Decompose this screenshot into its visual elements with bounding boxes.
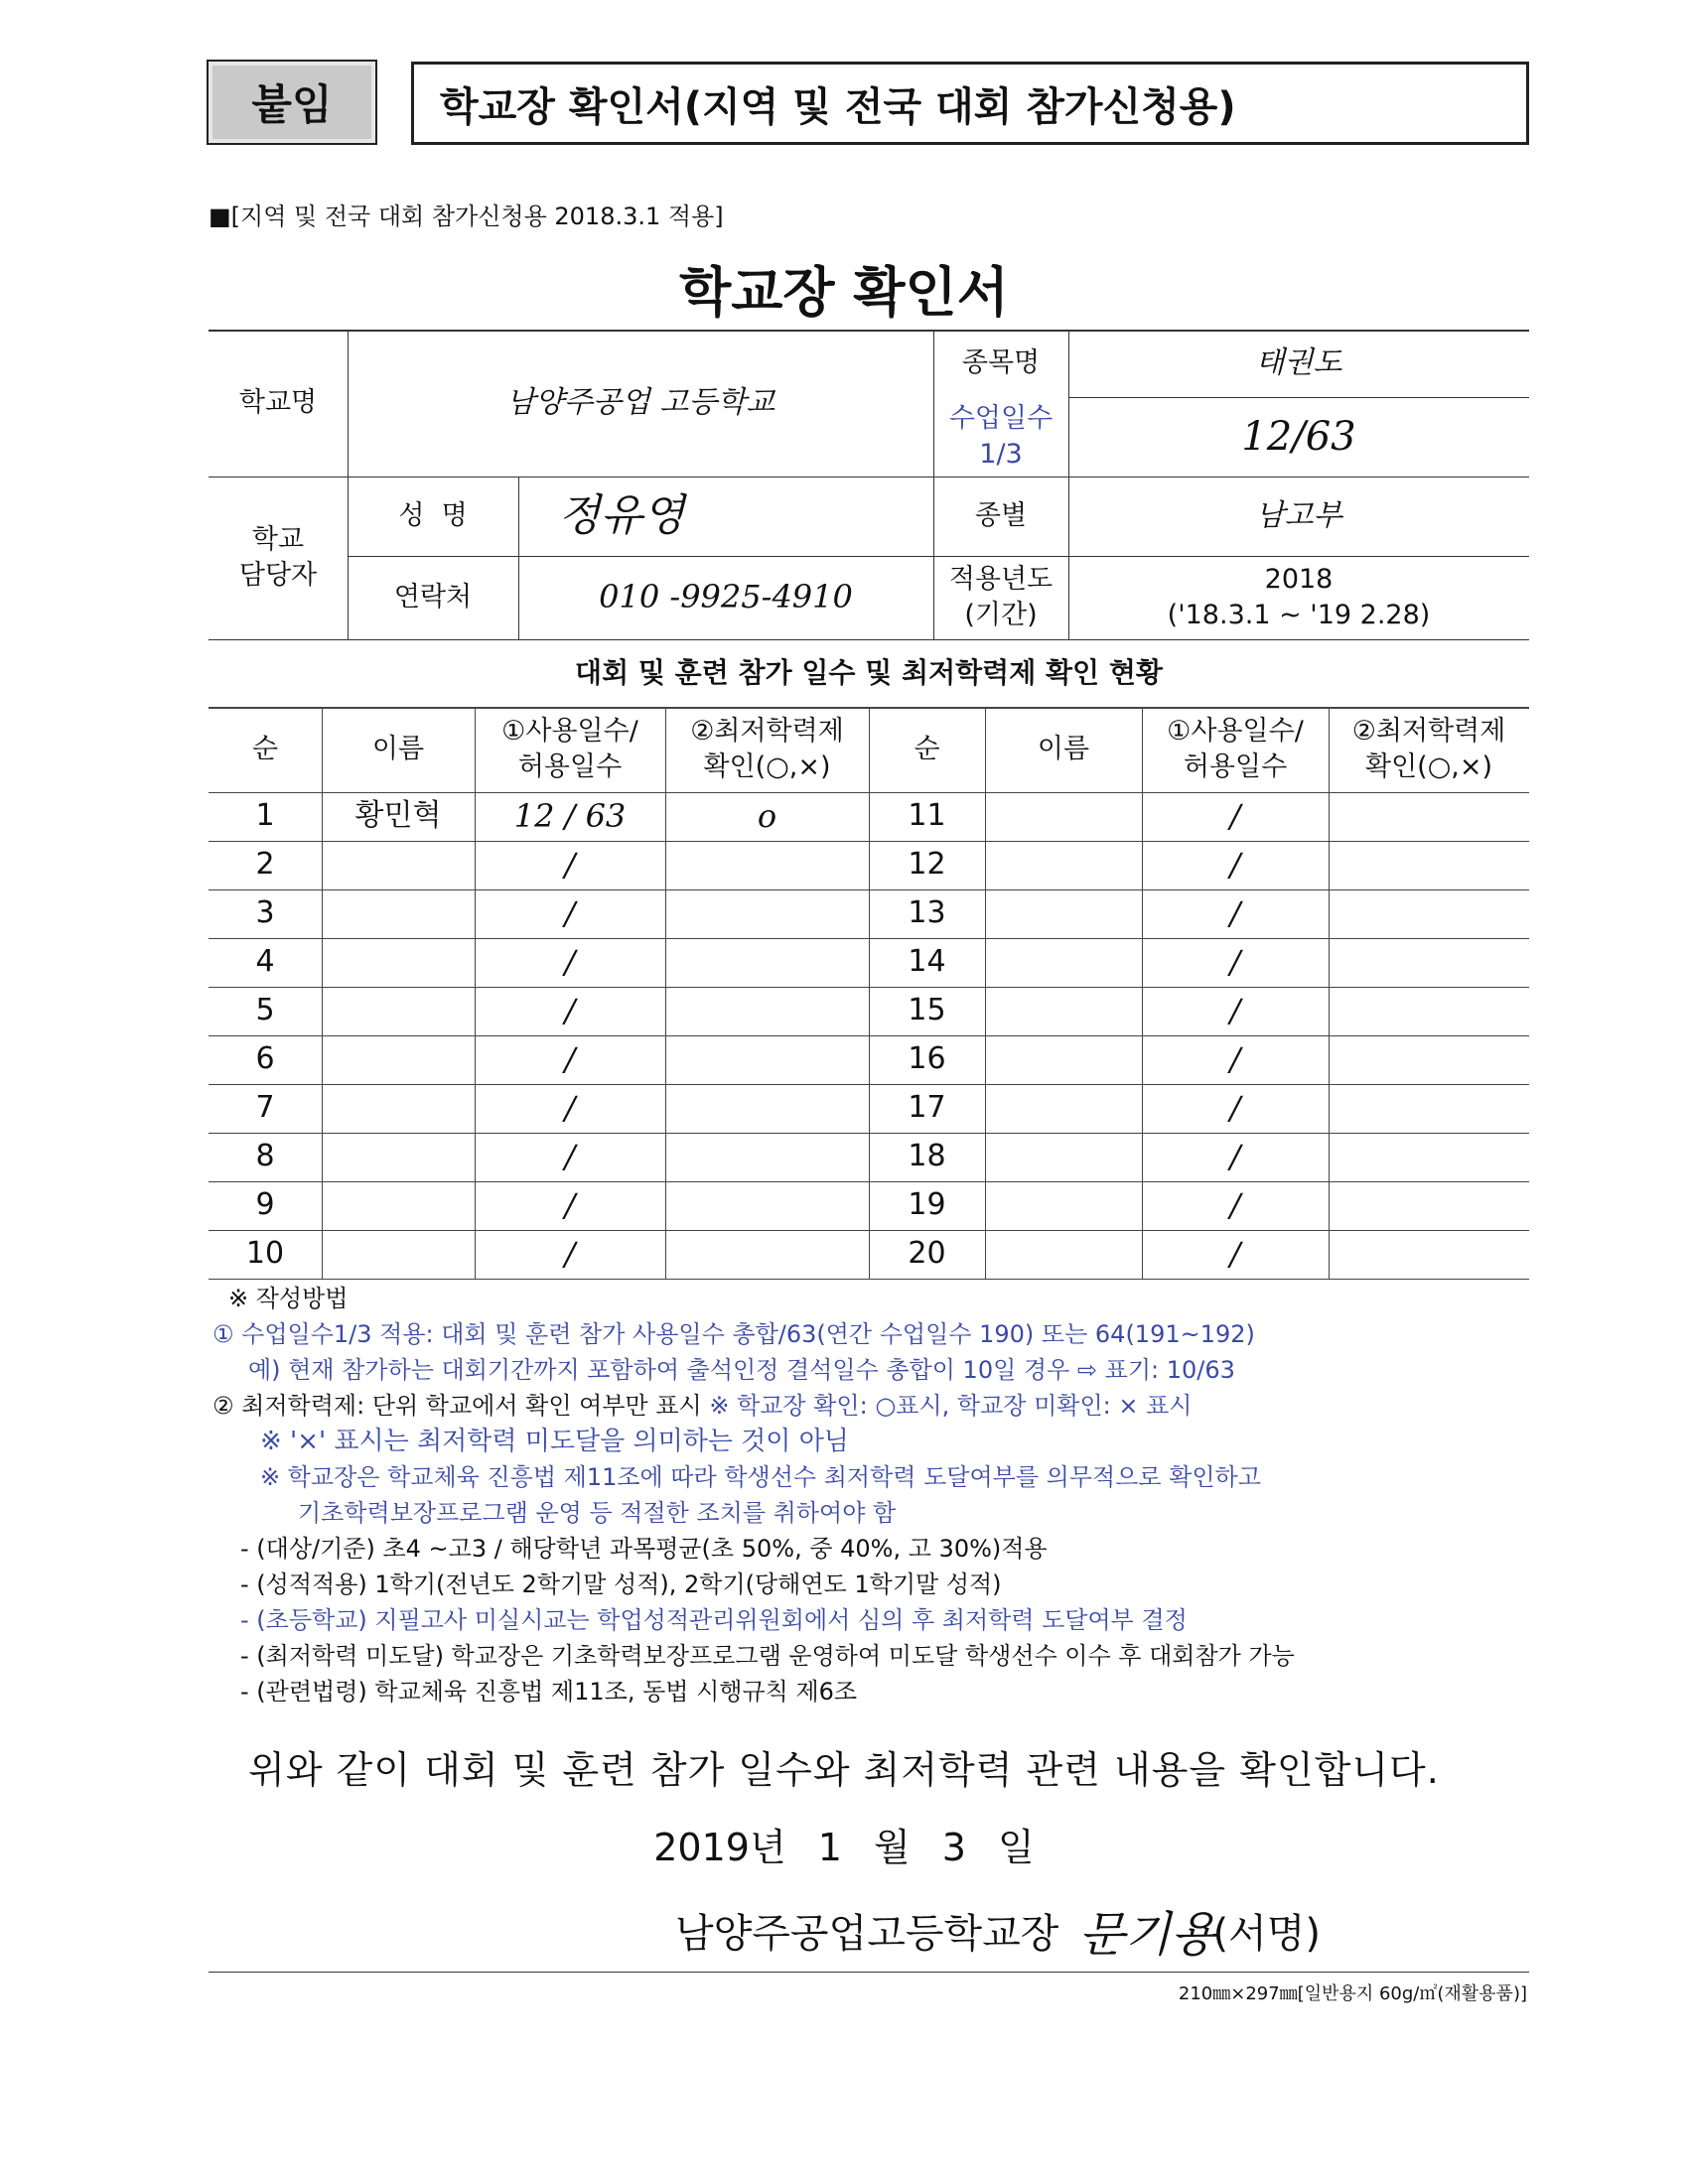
table-cell-check: [1329, 938, 1529, 987]
table-cell-no: 1: [255, 798, 275, 834]
table-cell-days: /: [1229, 942, 1241, 981]
table-cell-name: [322, 987, 475, 1035]
table-cell-check: [1329, 1181, 1529, 1230]
note-2b: ※ 학교장 확인: ○표시, 학교장 미확인: × 표시: [709, 1392, 1193, 1420]
table-cell-check: [665, 987, 869, 1035]
table-cell-days: /: [564, 1039, 576, 1078]
table-cell-check: [665, 889, 869, 938]
main-title: 학교장 확인서: [679, 261, 1009, 324]
table-cell-days: /: [564, 1234, 576, 1273]
issue-date: 2019년 1 월 3 일: [653, 1826, 1035, 1869]
contact-label: 연락처: [393, 581, 473, 613]
table-cell-check: [1329, 1133, 1529, 1181]
table-cell-name: 황민혁: [354, 798, 442, 834]
table-cell-no: 14: [908, 944, 946, 980]
table-cell-name: [985, 938, 1142, 987]
table-cell-no: 11: [908, 798, 946, 834]
document-title: 학교장 확인서(지역 및 전국 대회 참가신청용): [411, 62, 1529, 145]
table-header-name: 이름: [1037, 733, 1090, 764]
table-cell-check: [1329, 1230, 1529, 1279]
contact-value: 010 -9925-4910: [599, 578, 853, 616]
table-cell-name: [322, 1035, 475, 1084]
table-cell-check: [665, 1035, 869, 1084]
signature: 문기용: [1078, 1907, 1217, 1963]
table-cell-no: 17: [908, 1090, 946, 1126]
table-cell-no: 20: [908, 1236, 946, 1272]
table-cell-no: 15: [908, 993, 946, 1028]
table-cell-name: [322, 889, 475, 938]
signature-line: [675, 1896, 1321, 1965]
notes-heading: ※ 작성방법: [228, 1285, 349, 1312]
manager-label: 학교 담당자: [238, 523, 318, 591]
table-cell-name: [322, 1084, 475, 1133]
table-cell-name: [322, 841, 475, 889]
table-cell-no: 18: [908, 1139, 946, 1174]
classdays-value: 12/63: [1241, 414, 1356, 460]
table-cell-no: 5: [255, 993, 275, 1028]
table-cell-check: [1329, 987, 1529, 1035]
table-cell-days: 12 / 63: [513, 796, 627, 835]
table-cell-name: [322, 1133, 475, 1181]
table-cell-name: [985, 987, 1142, 1035]
note-7: - (초등학교) 지필고사 미실시교는 학업성적관리위원회에서 심의 후 최저학력 도달여부 결정: [240, 1606, 1188, 1634]
table-cell-no: 4: [255, 944, 275, 980]
table-cell-no: 3: [255, 895, 275, 931]
table-cell-no: 6: [255, 1041, 275, 1077]
sport-value: 태권도: [1255, 344, 1342, 380]
footer-rule: [209, 1972, 1529, 1973]
name-value: 정유영: [558, 490, 685, 542]
table-cell-check: [1329, 1084, 1529, 1133]
table-cell-check: o: [757, 796, 777, 835]
school-value: 남양주공업 고등학교: [505, 384, 775, 420]
table-header-no: 순: [251, 733, 279, 764]
info-line: [209, 639, 1529, 640]
table-cell-days: /: [1229, 1137, 1241, 1175]
note-5: - (대상/기준) 초4 ~고3 / 해당학년 과목평균(초 50%, 중 40%, 고 30%)적용: [240, 1535, 1048, 1563]
table-cell-days: /: [1229, 991, 1241, 1029]
year-period: ('18.3.1 ~ '19 2.28): [1167, 600, 1431, 630]
note-9: - (관련법령) 학교체육 진흥법 제11조, 동법 시행규칙 제6조: [240, 1678, 858, 1706]
note-4b: 기초학력보장프로그램 운영 등 적절한 조치를 취하여야 함: [298, 1499, 897, 1527]
table-cell-name: [985, 792, 1142, 841]
table-cell-check: [665, 841, 869, 889]
table-cell-name: [985, 889, 1142, 938]
table-cell-check: [665, 1084, 869, 1133]
note-8: - (최저학력 미도달) 학교장은 기초학력보장프로그램 운영하여 미도달 학생선수 이수 후 대회참가 가능: [240, 1642, 1295, 1670]
applied-note: ■[지역 및 전국 대회 참가신청용 2018.3.1 적용]: [209, 203, 724, 230]
note-1: ① 수업일수1/3 적용: 대회 및 훈련 참가 사용일수 총합/63(연간 수업일수 190) 또는 64(191~192): [212, 1320, 1255, 1348]
table-cell-check: [1329, 1035, 1529, 1084]
note-2: [212, 1388, 1533, 1424]
table-cell-days: /: [564, 1185, 576, 1224]
year-label: 적용년도 (기간): [948, 563, 1054, 630]
table-cell-days: /: [1229, 1234, 1241, 1273]
table-cell-no: 8: [255, 1139, 275, 1174]
table-cell-check: [665, 1230, 869, 1279]
table-cell-name: [985, 841, 1142, 889]
confirmation-text: 위와 같이 대회 및 훈련 참가 일수와 최저학력 관련 내용을 확인합니다.: [248, 1748, 1440, 1792]
table-cell-check: [1329, 889, 1529, 938]
category-value: 남고부: [1255, 497, 1342, 533]
table-cell-days: /: [1229, 893, 1241, 932]
table-cell-days: /: [564, 893, 576, 932]
sign-suffix: (서명): [1212, 1911, 1322, 1957]
table-cell-days: /: [1229, 845, 1241, 884]
school-label: 학교명: [238, 386, 318, 418]
table-cell-days: /: [564, 991, 576, 1029]
notes-section: [212, 1281, 1533, 1709]
note-6: - (성적적용) 1학기(전년도 2학기말 성적), 2학기(당해연도 1학기말 성적): [240, 1570, 1002, 1598]
attachment-tag: 붙임: [207, 60, 377, 145]
table-cell-no: 10: [245, 1236, 285, 1272]
table-cell-no: 9: [255, 1187, 275, 1223]
table-cell-check: [665, 1181, 869, 1230]
table-header-no: 순: [914, 733, 940, 764]
table-cell-no: 19: [908, 1187, 946, 1223]
table-cell-name: [322, 938, 475, 987]
sport-label: 종목명: [961, 346, 1041, 378]
signer-title: 남양주공업고등학교장: [675, 1911, 1059, 1957]
table-header-name: 이름: [371, 733, 425, 764]
table-cell-days: /: [1229, 796, 1241, 835]
table-cell-check: [1329, 841, 1529, 889]
table-cell-check: [665, 1133, 869, 1181]
table-line: [209, 1279, 1529, 1280]
category-label: 종별: [974, 499, 1028, 531]
table-cell-check: [665, 938, 869, 987]
paper-spec: 210㎜×297㎜[일반용지 60g/㎡(재활용품)]: [1178, 1983, 1527, 2004]
table-header-days: ①사용일수/ 허용일수: [1167, 715, 1304, 782]
table-cell-no: 16: [908, 1041, 946, 1077]
table-cell-days: /: [564, 942, 576, 981]
table-cell-days: /: [1229, 1088, 1241, 1127]
table-cell-days: /: [564, 845, 576, 884]
table-cell-days: /: [1229, 1039, 1241, 1078]
table-cell-no: 7: [255, 1090, 275, 1126]
name-label: 성 명: [398, 499, 468, 531]
table-cell-name: [985, 1133, 1142, 1181]
table-cell-days: /: [564, 1137, 576, 1175]
table-cell-name: [985, 1035, 1142, 1084]
year-cell: [1068, 556, 1529, 639]
table-cell-check: [1329, 792, 1529, 841]
table-cell-name: [985, 1181, 1142, 1230]
table-cell-no: 12: [908, 847, 946, 883]
table-header-check: ②최저학력제 확인(○,×): [690, 715, 844, 782]
table-header-check: ②최저학력제 확인(○,×): [1351, 715, 1506, 782]
table-cell-name: [985, 1084, 1142, 1133]
table-header-days: ①사용일수/ 허용일수: [501, 715, 638, 782]
table-cell-name: [322, 1230, 475, 1279]
table-caption: 대회 및 훈련 참가 일수 및 최저학력제 확인 현황: [575, 656, 1163, 690]
note-2a: ② 최저학력제: 단위 학교에서 확인 여부만 표시: [212, 1392, 710, 1420]
note-4: ※ 학교장은 학교체육 진흥법 제11조에 따라 학생선수 최저학력 도달여부를 의무적으로 확인하고: [260, 1463, 1261, 1491]
table-cell-days: /: [1229, 1185, 1241, 1224]
year-value: 2018: [1264, 563, 1334, 595]
note-1b: 예) 현재 참가하는 대회기간까지 포함하여 출석인정 결석일수 총합이 10일 경우 ⇨ 표기: 10/63: [248, 1356, 1235, 1384]
table-cell-name: [985, 1230, 1142, 1279]
table-cell-no: 2: [255, 847, 275, 883]
note-3: ※ '×' 표시는 최저학력 미도달을 의미하는 것이 아님: [260, 1427, 849, 1456]
classdays-label: 수업일수 1/3: [948, 402, 1054, 470]
table-cell-days: /: [564, 1088, 576, 1127]
table-cell-no: 13: [908, 895, 946, 931]
table-cell-name: [322, 1181, 475, 1230]
